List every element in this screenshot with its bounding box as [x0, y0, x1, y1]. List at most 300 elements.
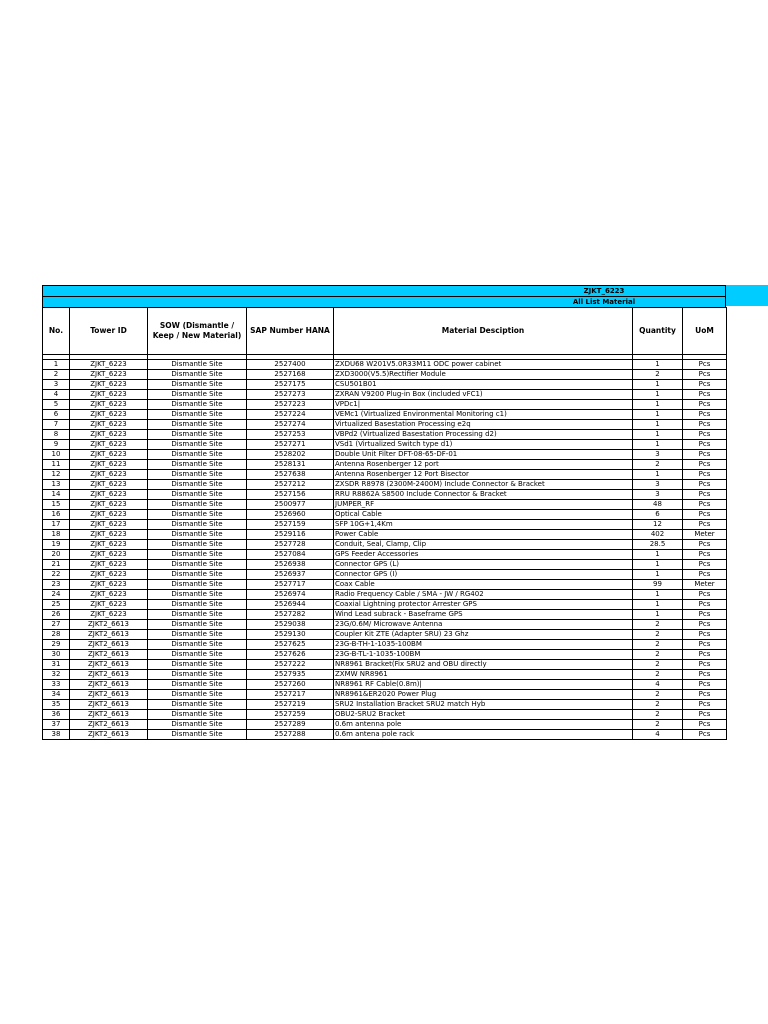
- cell-tower-id: ZJKT2_6613: [70, 630, 148, 640]
- table-row: [43, 480, 727, 490]
- cell-sap: 2526960: [247, 510, 334, 520]
- cell-sow: Dismantle Site: [148, 610, 247, 620]
- cell-sow: Dismantle Site: [148, 390, 247, 400]
- cell-no: 21: [43, 560, 70, 570]
- cell-quantity: 3: [633, 480, 683, 490]
- cell-tower-id: ZJKT_6223: [70, 400, 148, 410]
- cell-sow: Dismantle Site: [148, 460, 247, 470]
- cell-description: 0.6m antenna pole: [334, 720, 633, 730]
- cell-quantity: 1: [633, 590, 683, 600]
- cell-sow: Dismantle Site: [148, 430, 247, 440]
- cell-uom: Pcs: [683, 360, 727, 370]
- cell-uom: Pcs: [683, 690, 727, 700]
- col-header-sow: SOW (Dismantle / Keep / New Material): [148, 308, 247, 355]
- cell-description: Virtualized Basestation Processing e2q: [334, 420, 633, 430]
- cell-sap: 2527156: [247, 490, 334, 500]
- cell-quantity: 6: [633, 510, 683, 520]
- col-header-no: No.: [43, 308, 70, 355]
- table-row: [43, 490, 727, 500]
- cell-sow: Dismantle Site: [148, 550, 247, 560]
- cell-sow: Dismantle Site: [148, 540, 247, 550]
- cell-sap: 2527728: [247, 540, 334, 550]
- table-row: [43, 510, 727, 520]
- cell-sow: Dismantle Site: [148, 410, 247, 420]
- cell-tower-id: ZJKT_6223: [70, 610, 148, 620]
- table-row: [43, 570, 727, 580]
- cell-sap: 2527253: [247, 430, 334, 440]
- cell-sap: 2529130: [247, 630, 334, 640]
- cell-quantity: 402: [633, 530, 683, 540]
- cell-description: Connector GPS (I): [334, 570, 633, 580]
- cell-no: 26: [43, 610, 70, 620]
- cell-tower-id: ZJKT_6223: [70, 550, 148, 560]
- cell-sow: Dismantle Site: [148, 730, 247, 740]
- cell-no: 34: [43, 690, 70, 700]
- cell-quantity: 2: [633, 650, 683, 660]
- cell-quantity: 1: [633, 430, 683, 440]
- cell-tower-id: ZJKT_6223: [70, 390, 148, 400]
- cell-quantity: 1: [633, 550, 683, 560]
- cell-tower-id: ZJKT2_6613: [70, 670, 148, 680]
- table-row: [43, 360, 727, 370]
- cell-uom: Pcs: [683, 410, 727, 420]
- cell-quantity: 2: [633, 640, 683, 650]
- table-row: [43, 730, 727, 740]
- cell-quantity: 1: [633, 560, 683, 570]
- cell-description: GPS Feeder Accessories: [334, 550, 633, 560]
- cell-sow: Dismantle Site: [148, 520, 247, 530]
- cell-quantity: 2: [633, 460, 683, 470]
- cell-sow: Dismantle Site: [148, 370, 247, 380]
- table-row: [43, 560, 727, 570]
- cell-no: 30: [43, 650, 70, 660]
- cell-sap: 2527259: [247, 710, 334, 720]
- col-header-quantity: Quantity: [633, 308, 683, 355]
- cell-quantity: 2: [633, 630, 683, 640]
- cell-no: 35: [43, 700, 70, 710]
- cell-description: ZXD3000(V5.5)Rectifier Module: [334, 370, 633, 380]
- cell-uom: Meter: [683, 530, 727, 540]
- cell-sap: 2527273: [247, 390, 334, 400]
- table-row: [43, 380, 727, 390]
- cell-quantity: 2: [633, 690, 683, 700]
- cell-sow: Dismantle Site: [148, 570, 247, 580]
- cell-no: 27: [43, 620, 70, 630]
- table-body: [43, 360, 727, 740]
- cell-no: 3: [43, 380, 70, 390]
- cell-quantity: 4: [633, 730, 683, 740]
- site-title: ZJKT_6223: [583, 287, 625, 295]
- cell-sap: 2528131: [247, 460, 334, 470]
- cell-sow: Dismantle Site: [148, 680, 247, 690]
- cell-sow: Dismantle Site: [148, 720, 247, 730]
- cell-uom: Pcs: [683, 490, 727, 500]
- col-header-sap: SAP Number HANA: [247, 308, 334, 355]
- cell-no: 36: [43, 710, 70, 720]
- cell-quantity: 1: [633, 600, 683, 610]
- cell-no: 31: [43, 660, 70, 670]
- cell-tower-id: ZJKT_6223: [70, 440, 148, 450]
- cell-sow: Dismantle Site: [148, 450, 247, 460]
- cell-tower-id: ZJKT2_6613: [70, 680, 148, 690]
- cell-description: Double Unit Filter DFT-08-65-DF-01: [334, 450, 633, 460]
- col-header-uom: UoM: [683, 308, 727, 355]
- cell-description: Wind Lead subrack - Baseframe GPS: [334, 610, 633, 620]
- cell-sap: 2527223: [247, 400, 334, 410]
- cell-uom: Pcs: [683, 730, 727, 740]
- cell-tower-id: ZJKT2_6613: [70, 660, 148, 670]
- cell-no: 32: [43, 670, 70, 680]
- cell-uom: Pcs: [683, 590, 727, 600]
- cell-sow: Dismantle Site: [148, 500, 247, 510]
- cell-description: NR8961 RF Cable(0.8m)|: [334, 680, 633, 690]
- cell-tower-id: ZJKT_6223: [70, 480, 148, 490]
- cell-sap: 2527638: [247, 470, 334, 480]
- cell-quantity: 99: [633, 580, 683, 590]
- cell-sap: 2528202: [247, 450, 334, 460]
- cell-sap: 2527212: [247, 480, 334, 490]
- cell-quantity: 2: [633, 620, 683, 630]
- cell-description: JUMPER_RF: [334, 500, 633, 510]
- cell-tower-id: ZJKT2_6613: [70, 700, 148, 710]
- table-row: [43, 710, 727, 720]
- cell-description: VEMc1 (Virtualized Environmental Monitoring c1): [334, 410, 633, 420]
- cell-sap: 2500977: [247, 500, 334, 510]
- table-row: [43, 420, 727, 430]
- cell-no: 37: [43, 720, 70, 730]
- cell-description: SFP 10G+1,4Km: [334, 520, 633, 530]
- cell-sap: 2527217: [247, 690, 334, 700]
- cell-no: 8: [43, 430, 70, 440]
- cell-tower-id: ZJKT_6223: [70, 560, 148, 570]
- cell-no: 13: [43, 480, 70, 490]
- cell-sap: 2527400: [247, 360, 334, 370]
- cell-uom: Pcs: [683, 680, 727, 690]
- cell-sap: 2527282: [247, 610, 334, 620]
- cell-quantity: 1: [633, 420, 683, 430]
- cell-uom: Pcs: [683, 720, 727, 730]
- cell-sow: Dismantle Site: [148, 650, 247, 660]
- cell-sow: Dismantle Site: [148, 580, 247, 590]
- cell-sap: 2529038: [247, 620, 334, 630]
- cell-tower-id: ZJKT_6223: [70, 380, 148, 390]
- cell-description: SRU2 Installation Bracket SRU2 match Hyb: [334, 700, 633, 710]
- cell-no: 22: [43, 570, 70, 580]
- cell-no: 14: [43, 490, 70, 500]
- cell-no: 25: [43, 600, 70, 610]
- cell-uom: Pcs: [683, 430, 727, 440]
- cell-sow: Dismantle Site: [148, 710, 247, 720]
- cell-sap: 2527289: [247, 720, 334, 730]
- table-row: [43, 430, 727, 440]
- cell-sap: 2527288: [247, 730, 334, 740]
- cell-description: ZXSDR R8978 (2300M-2400M) Include Connector & Bracket: [334, 480, 633, 490]
- table-row: [43, 470, 727, 480]
- cell-description: NR8961 Bracket(Fix SRU2 and OBU directly: [334, 660, 633, 670]
- cell-description: 23G-B-TL-1-1035-100BM: [334, 650, 633, 660]
- cell-uom: Pcs: [683, 450, 727, 460]
- table-row: [43, 650, 727, 660]
- cell-description: Coaxial Lightning protector Arrester GPS: [334, 600, 633, 610]
- cell-tower-id: ZJKT_6223: [70, 370, 148, 380]
- cell-sap: 2527717: [247, 580, 334, 590]
- cell-uom: Pcs: [683, 600, 727, 610]
- cell-quantity: 48: [633, 500, 683, 510]
- cell-uom: Pcs: [683, 570, 727, 580]
- cell-tower-id: ZJKT_6223: [70, 540, 148, 550]
- cell-no: 24: [43, 590, 70, 600]
- cell-no: 4: [43, 390, 70, 400]
- cell-description: ZXRAN V9200 Plug-in Box (included vFC1): [334, 390, 633, 400]
- cell-tower-id: ZJKT_6223: [70, 460, 148, 470]
- cell-sow: Dismantle Site: [148, 560, 247, 570]
- col-header-description: Material Desciption: [334, 308, 633, 355]
- cell-sap: 2526974: [247, 590, 334, 600]
- cell-description: 23G-B-TH-1-1035-100BM: [334, 640, 633, 650]
- table-row: [43, 550, 727, 560]
- cell-quantity: 3: [633, 490, 683, 500]
- cell-quantity: 12: [633, 520, 683, 530]
- table-row: [43, 500, 727, 510]
- table-row: [43, 620, 727, 630]
- cell-uom: Pcs: [683, 650, 727, 660]
- cell-description: VSd1 (Virtualized Switch type d1): [334, 440, 633, 450]
- cell-description: Antenna Rosenberger 12 port: [334, 460, 633, 470]
- cell-sap: 2527222: [247, 660, 334, 670]
- cell-uom: Meter: [683, 580, 727, 590]
- cell-uom: Pcs: [683, 460, 727, 470]
- material-table: [42, 307, 727, 740]
- cell-sow: Dismantle Site: [148, 470, 247, 480]
- cell-quantity: 1: [633, 410, 683, 420]
- cell-sow: Dismantle Site: [148, 480, 247, 490]
- table-row: [43, 450, 727, 460]
- cell-tower-id: ZJKT_6223: [70, 430, 148, 440]
- cell-no: 38: [43, 730, 70, 740]
- material-sheet: [42, 285, 726, 740]
- cell-tower-id: ZJKT_6223: [70, 600, 148, 610]
- cell-no: 10: [43, 450, 70, 460]
- cell-sow: Dismantle Site: [148, 670, 247, 680]
- cell-description: Power Cable: [334, 530, 633, 540]
- table-row: [43, 530, 727, 540]
- cell-tower-id: ZJKT_6223: [70, 530, 148, 540]
- cell-description: Coupler Kit ZTE (Adapter SRU) 23 Ghz: [334, 630, 633, 640]
- table-row: [43, 370, 727, 380]
- cell-no: 28: [43, 630, 70, 640]
- cell-sow: Dismantle Site: [148, 490, 247, 500]
- cell-uom: Pcs: [683, 480, 727, 490]
- cell-no: 33: [43, 680, 70, 690]
- cell-tower-id: ZJKT2_6613: [70, 620, 148, 630]
- cell-quantity: 1: [633, 470, 683, 480]
- cell-quantity: 2: [633, 660, 683, 670]
- cell-no: 1: [43, 360, 70, 370]
- cell-tower-id: ZJKT_6223: [70, 520, 148, 530]
- cell-quantity: 2: [633, 700, 683, 710]
- cell-no: 2: [43, 370, 70, 380]
- cell-uom: Pcs: [683, 610, 727, 620]
- cell-uom: Pcs: [683, 620, 727, 630]
- cell-sap: 2527274: [247, 420, 334, 430]
- cell-sow: Dismantle Site: [148, 440, 247, 450]
- cell-uom: Pcs: [683, 670, 727, 680]
- cell-description: Radio Frequency Cable / SMA - JW / RG402: [334, 590, 633, 600]
- cell-description: Conduit, Seal, Clamp, Clip: [334, 540, 633, 550]
- cell-tower-id: ZJKT2_6613: [70, 640, 148, 650]
- cell-no: 16: [43, 510, 70, 520]
- cell-tower-id: ZJKT_6223: [70, 490, 148, 500]
- cell-uom: Pcs: [683, 400, 727, 410]
- cell-uom: Pcs: [683, 390, 727, 400]
- cell-description: VBPd2 (Virtualized Basestation Processing d2): [334, 430, 633, 440]
- cell-sow: Dismantle Site: [148, 420, 247, 430]
- cell-sow: Dismantle Site: [148, 510, 247, 520]
- cell-sow: Dismantle Site: [148, 630, 247, 640]
- cell-uom: Pcs: [683, 550, 727, 560]
- cell-sap: 2527084: [247, 550, 334, 560]
- table-row: [43, 630, 727, 640]
- cell-no: 23: [43, 580, 70, 590]
- cell-sow: Dismantle Site: [148, 690, 247, 700]
- cell-sap: 2527626: [247, 650, 334, 660]
- cell-sap: 2527625: [247, 640, 334, 650]
- cell-sow: Dismantle Site: [148, 530, 247, 540]
- cell-description: CSU501B01: [334, 380, 633, 390]
- table-row: [43, 540, 727, 550]
- cell-tower-id: ZJKT2_6613: [70, 690, 148, 700]
- cell-uom: Pcs: [683, 640, 727, 650]
- table-row: [43, 690, 727, 700]
- cell-sap: 2527224: [247, 410, 334, 420]
- cell-no: 12: [43, 470, 70, 480]
- cell-quantity: 1: [633, 360, 683, 370]
- cell-sow: Dismantle Site: [148, 360, 247, 370]
- cell-no: 18: [43, 530, 70, 540]
- cell-tower-id: ZJKT_6223: [70, 360, 148, 370]
- cell-no: 6: [43, 410, 70, 420]
- cell-uom: Pcs: [683, 510, 727, 520]
- table-row: [43, 680, 727, 690]
- cell-uom: Pcs: [683, 500, 727, 510]
- table-header-row: [43, 308, 727, 355]
- table-row: [43, 400, 727, 410]
- cell-description: Optical Cable: [334, 510, 633, 520]
- cell-description: OBU2-SRU2 Bracket: [334, 710, 633, 720]
- cell-sap: 2527168: [247, 370, 334, 380]
- col-header-tower-id: Tower ID: [70, 308, 148, 355]
- cell-sap: 2527219: [247, 700, 334, 710]
- cell-quantity: 1: [633, 440, 683, 450]
- cell-uom: Pcs: [683, 440, 727, 450]
- cell-quantity: 2: [633, 710, 683, 720]
- cell-sow: Dismantle Site: [148, 400, 247, 410]
- cell-description: Connector GPS (L): [334, 560, 633, 570]
- cell-description: 0.6m antena pole rack: [334, 730, 633, 740]
- cell-tower-id: ZJKT_6223: [70, 510, 148, 520]
- cell-no: 15: [43, 500, 70, 510]
- cell-sap: 2526937: [247, 570, 334, 580]
- cell-sap: 2527159: [247, 520, 334, 530]
- cell-quantity: 2: [633, 720, 683, 730]
- cell-description: NR8961&ER2020 Power Plug: [334, 690, 633, 700]
- cell-no: 11: [43, 460, 70, 470]
- cell-quantity: 2: [633, 370, 683, 380]
- header-highlight-band: [726, 285, 768, 306]
- cell-tower-id: ZJKT_6223: [70, 580, 148, 590]
- table-row: [43, 610, 727, 620]
- table-row: [43, 440, 727, 450]
- cell-tower-id: ZJKT2_6613: [70, 650, 148, 660]
- cell-tower-id: ZJKT_6223: [70, 570, 148, 580]
- cell-description: 23G/0.6M/ Microwave Antenna: [334, 620, 633, 630]
- cell-sap: 2527271: [247, 440, 334, 450]
- cell-sap: 2527175: [247, 380, 334, 390]
- cell-sap: 2526944: [247, 600, 334, 610]
- cell-uom: Pcs: [683, 540, 727, 550]
- cell-tower-id: ZJKT_6223: [70, 420, 148, 430]
- table-row: [43, 590, 727, 600]
- cell-quantity: 1: [633, 380, 683, 390]
- cell-sow: Dismantle Site: [148, 700, 247, 710]
- table-row: [43, 600, 727, 610]
- cell-no: 7: [43, 420, 70, 430]
- cell-quantity: 1: [633, 390, 683, 400]
- cell-tower-id: ZJKT_6223: [70, 500, 148, 510]
- cell-uom: Pcs: [683, 660, 727, 670]
- cell-uom: Pcs: [683, 380, 727, 390]
- cell-sow: Dismantle Site: [148, 640, 247, 650]
- cell-no: 29: [43, 640, 70, 650]
- cell-no: 9: [43, 440, 70, 450]
- cell-quantity: 1: [633, 570, 683, 580]
- cell-sow: Dismantle Site: [148, 590, 247, 600]
- cell-tower-id: ZJKT2_6613: [70, 730, 148, 740]
- table-row: [43, 700, 727, 710]
- cell-uom: Pcs: [683, 520, 727, 530]
- cell-no: 5: [43, 400, 70, 410]
- cell-description: Antenna Rosenberger 12 Port Bisector: [334, 470, 633, 480]
- cell-uom: Pcs: [683, 710, 727, 720]
- table-row: [43, 410, 727, 420]
- cell-description: VPDc1|: [334, 400, 633, 410]
- cell-description: ZXMW NR8961: [334, 670, 633, 680]
- cell-no: 20: [43, 550, 70, 560]
- table-row: [43, 520, 727, 530]
- cell-uom: Pcs: [683, 700, 727, 710]
- cell-quantity: 4: [633, 680, 683, 690]
- table-row: [43, 580, 727, 590]
- list-title: All List Material: [572, 298, 636, 306]
- cell-sow: Dismantle Site: [148, 620, 247, 630]
- cell-tower-id: ZJKT2_6613: [70, 720, 148, 730]
- cell-sap: 2529116: [247, 530, 334, 540]
- cell-sow: Dismantle Site: [148, 600, 247, 610]
- cell-no: 17: [43, 520, 70, 530]
- cell-uom: Pcs: [683, 470, 727, 480]
- cell-uom: Pcs: [683, 630, 727, 640]
- cell-quantity: 2: [633, 670, 683, 680]
- table-row: [43, 670, 727, 680]
- cell-sap: 2526938: [247, 560, 334, 570]
- cell-sow: Dismantle Site: [148, 660, 247, 670]
- table-row: [43, 660, 727, 670]
- cell-quantity: 28.5: [633, 540, 683, 550]
- table-row: [43, 720, 727, 730]
- table-row: [43, 390, 727, 400]
- cell-description: ZXDU68 W201V5.0R33M11 ODC power cabinet: [334, 360, 633, 370]
- cell-quantity: 3: [633, 450, 683, 460]
